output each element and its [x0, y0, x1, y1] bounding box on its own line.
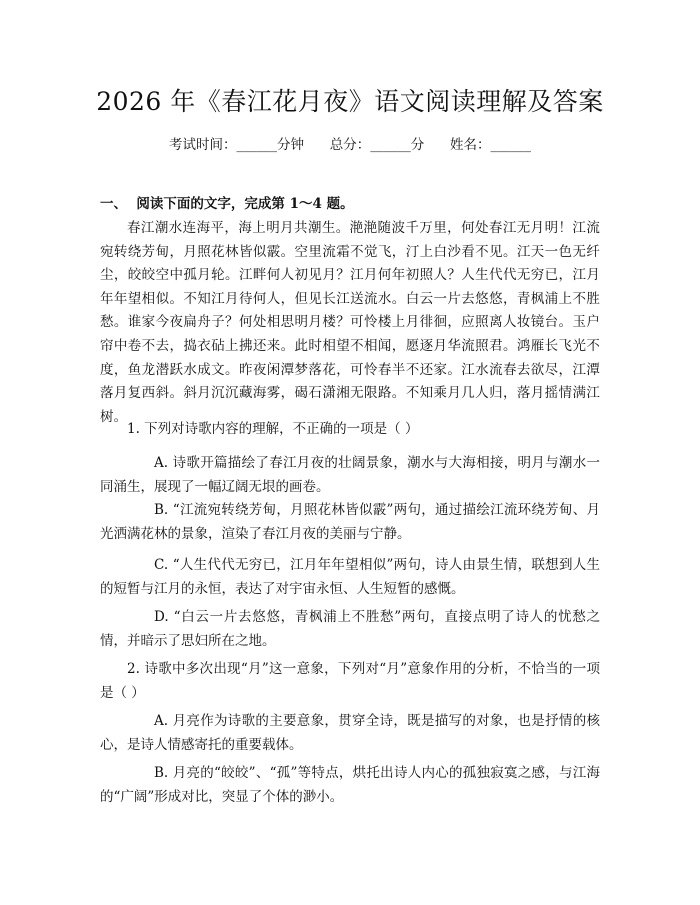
exam-info-line: 考试时间：______分钟 总分：______分 姓名：______: [169, 137, 531, 153]
question-2-option-b: B. 月亮的“皎皎”、“孤”等特点，烘托出诗人内心的孤独寂寞之感，与江海的“广阔”形成对比，突显了个体的渺小。: [100, 765, 600, 805]
question-1-option-c: C. “人生代代无穷已，江月年年望相似”两句，诗人由景生情，联想到人生的短暂与江月的永恒，表达了对宇宙永恒、人生短暂的感慨。: [100, 557, 600, 597]
question-1-option-a: A. 诗歌开篇描绘了春江月夜的壮阔景象，潮水与大海相接，明月与潮水一同涌生，展现了一幅辽阔无垠的画卷。: [100, 455, 600, 495]
poem-text: 春江潮水连海平，海上明月共潮生。滟滟随波千万里，何处春江无月明！江流宛转绕芳甸，月照花林皆似霰。空里流霜不觉飞，汀上白沙看不见。江天一色无纤尘，皎皎空中孤月轮。江畔何人初见月？江月何年初照人？人生代代无穷已，江月年年望相似。不知江月待何人，但见长江送流水。白云一片去悠悠，青枫浦上不胜愁。谁家今夜扁舟子？何处相思明月楼？可怜楼上月徘徊，应照离人妆镜台。玉户帘中卷不去，捣衣砧上拂还来。此时相望不相闻，愿逐月华流照君。鸿雁长飞光不度，鱼龙潜跃水成文。昨夜闲潭梦落花，可怜春半不还家。江水流春去欲尽，江潭落月复西斜。斜月沉沉藏海雾，碣石潇湘无限路。不知乘月几人归，落月摇情满江树。: [100, 220, 600, 425]
question-2-option-a: A. 月亮作为诗歌的主要意象，贯穿全诗，既是描写的对象，也是抒情的核心，是诗人情感寄托的重要载体。: [100, 713, 600, 753]
section-heading: 一、 阅读下面的文字，完成第 1～4 题。: [100, 196, 354, 212]
document-title: 2026 年《春江花月夜》语文阅读理解及答案: [96, 87, 604, 116]
question-1-option-b: B. “江流宛转绕芳甸，月照花林皆似霰”两句，通过描绘江流环绕芳甸、月光洒满花林的景象，渲染了春江月夜的美丽与宁静。: [100, 502, 600, 542]
question-1-stem: 1. 下列对诗歌内容的理解，不正确的一项是（ ）: [127, 421, 419, 437]
question-2-stem: 2. 诗歌中多次出现“月”这一意象，下列对“月”意象作用的分析，不恰当的一项是（ ）: [100, 661, 600, 701]
question-1-option-d: D. “白云一片去悠悠，青枫浦上不胜愁”两句，直接点明了诗人的忧愁之情，并暗示了思妇所在之地。: [100, 609, 600, 649]
